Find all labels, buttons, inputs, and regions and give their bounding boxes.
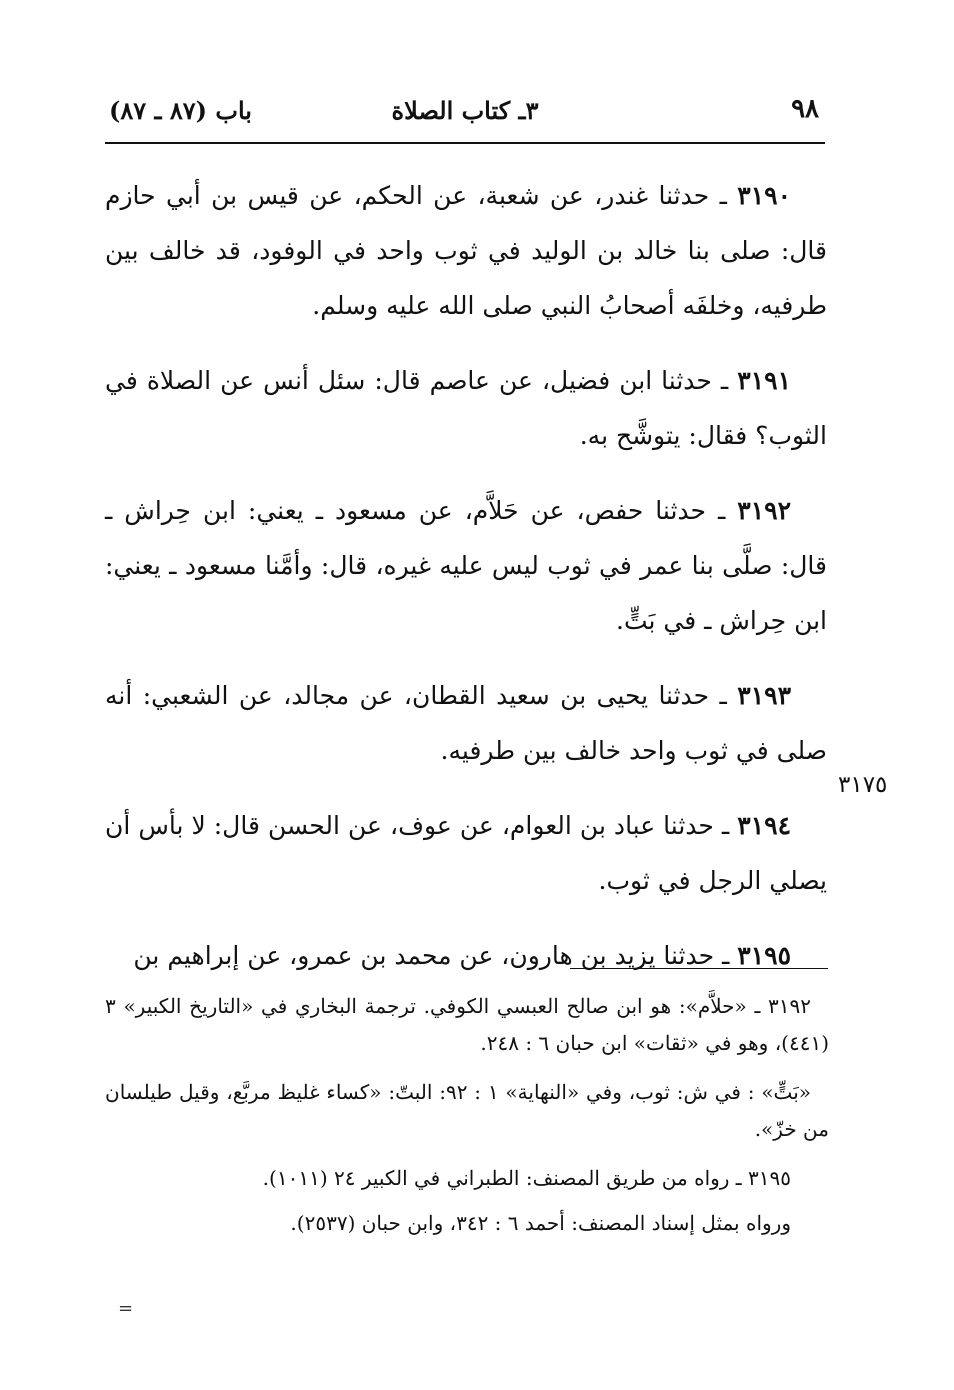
footnote: ورواه بمثل إسناد المصنف: أحمد ٦ : ٣٤٢، وابن حبان (٢٥٣٧).: [290, 1211, 791, 1235]
hadith-text-body: [105, 168, 827, 1003]
hadith-text: ـ حدثنا يحيى بن سعيد القطان، عن مجالد، عن الشعبي: أنه صلى في ثوب واحد خالف بين طرفيه.: [105, 681, 827, 765]
hadith-text: ـ حدثنا غندر، عن شعبة، عن الحكم، عن قيس بن أبي حازم قال: صلى بنا خالد بن الوليد في ثوب واحد في الوفود، قد خالف بين طرفيه، وخلفَه أصحابُ النبي صلى الله عليه وسلم.: [105, 181, 827, 320]
page-header: [105, 88, 825, 136]
hadith-text: ـ حدثنا عباد بن العوام، عن عوف، عن الحسن قال: لا بأس أن يصلي الرجل في ثوب.: [105, 811, 827, 895]
header-rule: [105, 142, 825, 144]
hadith-number: ٣١٩١: [737, 366, 791, 395]
hadith-3195: [105, 928, 827, 983]
stray-mark: =: [118, 1298, 134, 1319]
hadith-text: ـ حدثنا ابن فضيل، عن عاصم قال: سئل أنس عن الصلاة في الثوب؟ فقال: يتوشَّح به.: [105, 366, 827, 450]
hadith-3192: [105, 483, 827, 648]
hadith-text: ـ حدثنا حفص، عن حَلاَّم، عن مسعود ـ يعني: ابن حِراش ـ قال: صلَّى بنا عمر في ثوب ليس عليه غيره، قال: وأمَّنا مسعود ـ يعني: ابن حِراش ـ في بَتٍّ.: [105, 496, 827, 635]
hadith-number: ٣١٩٣: [737, 681, 791, 710]
footnotes: [105, 988, 829, 1250]
hadith-3190: [105, 168, 827, 333]
footnote: ٣١٩٥ ـ رواه من طريق المصنف: الطبراني في الكبير ٢٤ (١٠١١).: [262, 1166, 791, 1190]
book-title: ٣ـ كتاب الصلاة: [391, 96, 539, 125]
hadith-number: ٣١٩٢: [737, 496, 791, 525]
hadith-number: ٣١٩٥: [737, 941, 791, 970]
footnote: ٣١٩٢ ـ «حلاَّم»: هو ابن صالح العبسي الكوفي. ترجمة البخاري في «التاريخ الكبير» ٣ (٤٤١)، وهو في «ثقات» ابن حبان ٦ : ٢٤٨.: [105, 994, 829, 1055]
margin-cross-reference-number: ٣١٧٥: [838, 772, 888, 798]
footnote: «بَتٍّ» : في ش: ثوب، وفي «النهاية» ١ : ٩٢: البتّ: «كساء غليظ مربَّع، وقيل طيلسان من خزّ».: [105, 1080, 829, 1141]
page-number: ٩٨: [791, 94, 819, 124]
chapter-reference: باب (٨٧ ـ ٨٧): [109, 96, 252, 125]
hadith-text: ـ حدثنا يزيد بن هارون، عن محمد بن عمرو، عن إبراهيم بن: [133, 941, 730, 970]
hadith-3191: [105, 353, 827, 463]
hadith-3194: [105, 798, 827, 908]
footnote-separator: [570, 968, 828, 969]
hadith-number: ٣١٩٠: [737, 181, 791, 210]
hadith-3193: [105, 668, 827, 778]
hadith-number: ٣١٩٤: [737, 811, 792, 840]
